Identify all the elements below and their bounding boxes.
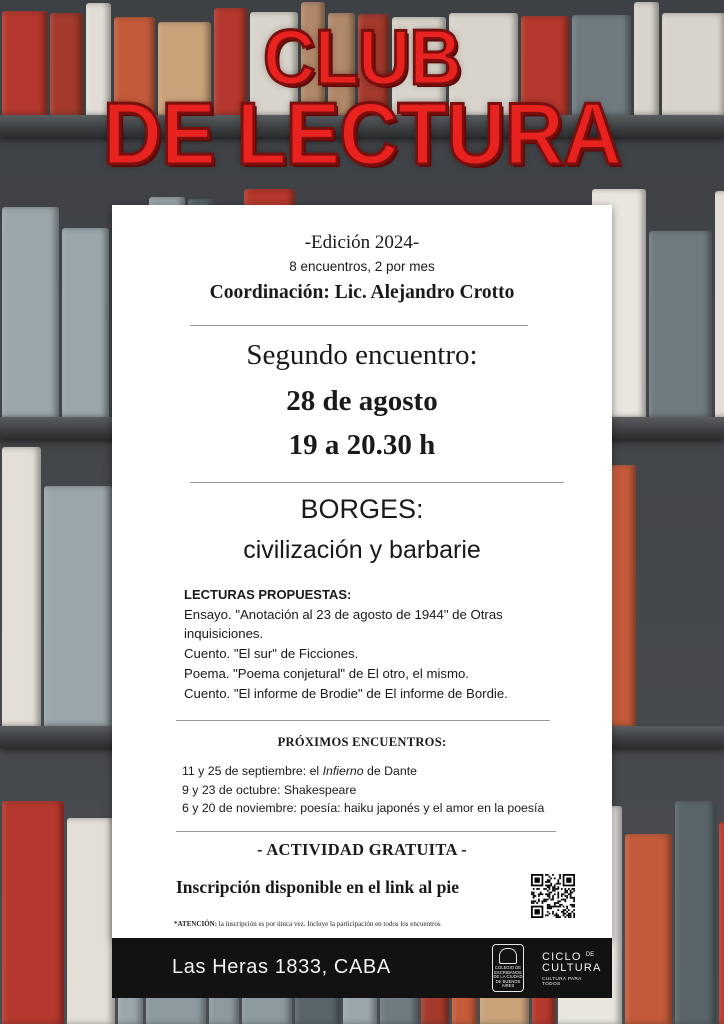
seal-text: COLEGIO DE ESCRIBANOS DE LA CIUDAD DE BUENOS AIRES [493,965,523,989]
book-spine [625,834,672,1024]
free-activity-label: - ACTIVIDAD GRATUITA - [257,840,467,859]
reading-item: Cuento. "El informe de Brodie" de El informe de Bordie. [184,685,508,701]
registration-label: Inscripción disponible en el link al pie [176,877,459,897]
footer-bar [112,938,612,998]
title-line-2: DE LECTURA [102,84,622,183]
topic-subtitle: civilización y barbarie [243,536,481,564]
divider [190,482,564,483]
divider [190,325,528,326]
book-spine [611,465,636,726]
divider [176,831,556,832]
book-spine [2,447,41,726]
session-date: 28 de agosto [286,385,438,417]
upcoming-list [182,762,602,818]
upcoming-item: 6 y 20 de noviembre: poesía: haiku japonés y el amor en la poesía [182,801,545,816]
topic-title: BORGES: [300,494,424,524]
session-title: Segundo encuentro: [246,339,478,371]
encounters-label: 8 encuentros, 2 por mes [289,259,435,274]
book-spine [62,228,109,417]
readings-heading: LECTURAS PROPUESTAS: [184,587,352,602]
book-spine [719,822,724,1024]
title-line-1: CLUB [263,13,461,101]
edition-label: -Edición 2024- [304,232,420,253]
ciclo-cultura-logo: CICLO $^{DE}$ CULTURA CULTURA PARA TODOS [542,951,602,987]
book-spine [2,207,59,417]
building-icon [499,948,517,964]
book-spine [675,801,716,1024]
reading-item: Ensayo. "Anotación al 23 de agosto de 1944" de Otras inquisiciones. [184,606,503,642]
book-spine [715,191,724,417]
divider [176,720,550,721]
info-card [112,205,612,940]
upcoming-item: 11 y 25 de septiembre: el Infierno de Dante [182,764,417,778]
coordination-label: Coordinación: Lic. Alejandro Crotto [209,282,515,303]
book-spine [2,801,64,1024]
book-spine [649,231,712,417]
reading-item: Poema. "Poema conjetural" de El otro, el mismo. [184,665,469,681]
session-time: 19 a 20.30 h [288,429,436,461]
book-spine [67,818,115,1024]
club-title [0,13,724,183]
escribanos-logo [492,944,524,992]
upcoming-item: 9 y 23 de octubre: Shakespeare [182,782,357,797]
upcoming-heading: PRÓXIMOS ENCUENTROS: [277,735,447,749]
address-label: Las Heras 1833, CABA [172,956,391,978]
book-spine [44,486,112,726]
notice-text: *ATENCIÓN: la inscripción es por única vez. Incluye la participación en todos los encuentros [174,920,441,928]
qr-code[interactable] [531,874,575,918]
readings-block [184,585,564,703]
reading-item: Cuento. "El sur" de Ficciones. [184,646,359,662]
